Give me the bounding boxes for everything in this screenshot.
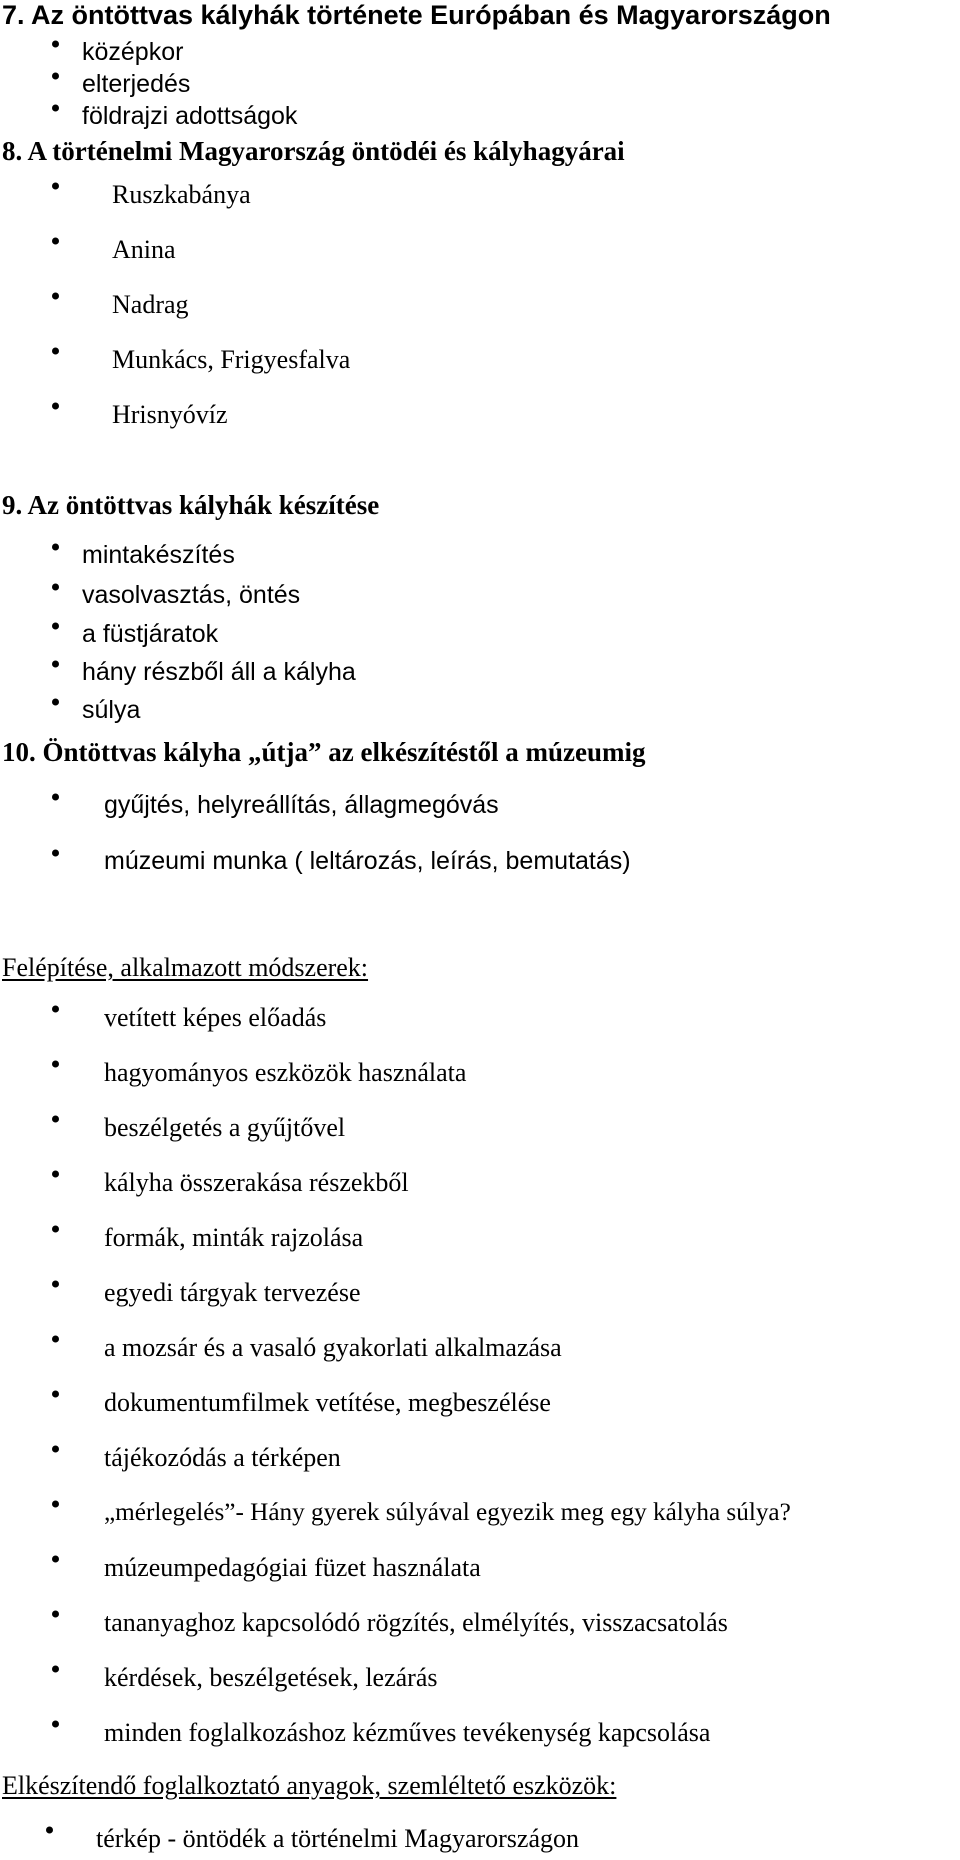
methods-title: Felépítése, alkalmazott módszerek:: [2, 953, 369, 982]
materials-title: Elkészítendő foglalkoztató anyagok, szemléltető eszközök:: [2, 1771, 617, 1800]
document-page: 7. Az öntöttvas kályhák története Európában és Magyarországon középkor elterjedés földrajzi adottságok 8. A történelmi Magyarország öntödéi és kályhagyárai Ruszkabánya Anina Nadrag Munkács, Frigyesfalva Hrisnyóvíz 9. Az öntöttvas kályhák készítése mintakészítés vasolvasztás, öntés a füstjáratok hány részből áll a kályha súlya 10. Öntöttvas kályha „útja” az elkészítéstől a múzeumig gyűjtés, helyreállítás, állagmegóvás múzeumi munka ( leltározás, leírás, bemutatás) Felépítése, alkalmazott módszerek: vetített képes előadás hagyományos eszközök használata beszélgetés a gyűjtővel kályha összerakása részekből formák, minták rajzolása egyedi tárgyak tervezése a mozsár és a vasaló gyakorlati alkalmazása dokumentumfilmek vetítése, megbeszélése tájékozódás a térképen „mérlegelés”- Hány gyerek súlyával egyezik meg egy kályha súlya? múzeumpedagógiai füzet használata tananyaghoz kapcsolódó rögzítés, elmélyítés, visszacsatolás kérdések, beszélgetések, lezárás minden foglalkozáshoz kézműves tevékenység kapcsolása Elkészítendő foglalkoztató anyagok, szemléltető eszközök: térkép - öntödék a történelmi Magyarországon: [0, 0, 960, 1860]
section-10-title: 10. Öntöttvas kályha „útja” az elkészítéstől a múzeumig: [2, 737, 646, 767]
section-8-title: 8. A történelmi Magyarország öntödéi és kályhagyárai: [2, 136, 625, 166]
section-9-title: 9. Az öntöttvas kályhák készítése: [2, 490, 380, 520]
section-7-title: 7. Az öntöttvas kályhák története Európában és Magyarországon: [2, 0, 831, 30]
